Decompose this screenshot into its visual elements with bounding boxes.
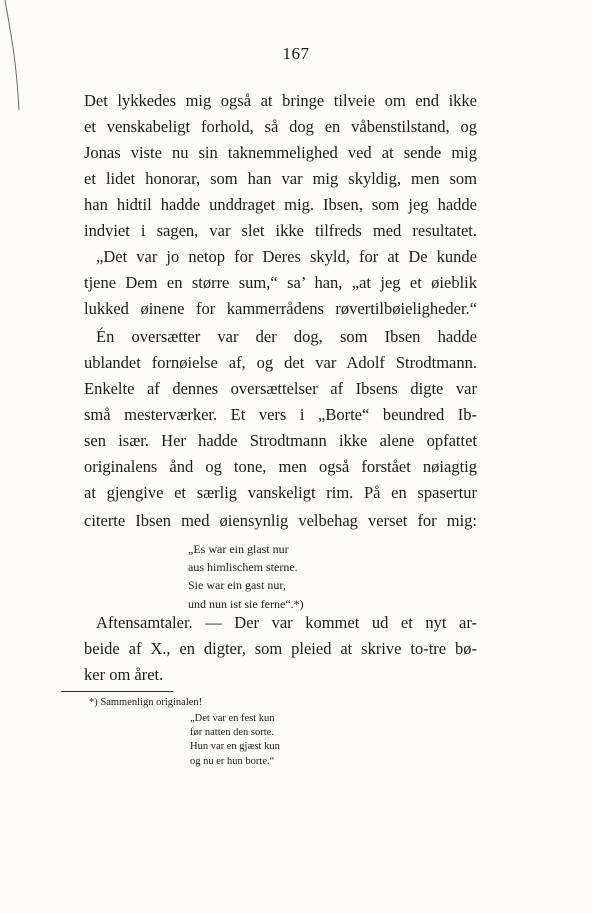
- poem-line: Sie war ein gast nur,: [188, 578, 286, 593]
- body-line: beide af X., en digter, som pleied at skrive to-tre bø-: [84, 639, 477, 658]
- body-line: Én oversætter var der dog, som Ibsen hadde: [96, 327, 477, 346]
- body-line: „Det var jo netop for Deres skyld, for at De kunde: [96, 247, 477, 266]
- body-line: han hidtil hadde unddraget mig. Ibsen, som jeg hadde: [84, 195, 477, 214]
- body-line: små mesterværker. Et vers i „Borte“ beundred Ib-: [84, 405, 477, 424]
- body-line: Det lykkedes mig også at bringe tilveie om end ikke: [84, 91, 477, 110]
- footnote-divider: [61, 691, 173, 692]
- footnote-poem: [190, 712, 280, 769]
- footnote-line: „Det var en fest kun: [190, 713, 275, 724]
- body-line: lukked øinene for kammerrådens røvertilbøieligheder.“: [84, 299, 477, 318]
- body-line: Jonas viste nu sin taknemmelighed ved at sende mig: [84, 143, 477, 162]
- footnote-line: før natten den sorte.: [190, 727, 274, 739]
- footnote-line: og nu er hun borte.“: [190, 755, 275, 767]
- body-line: tjene Dem en større sum,“ sa’ han, „at jeg et øieblik: [84, 273, 477, 292]
- body-line: et lidet honorar, som han var mig skyldig, men som: [84, 169, 477, 188]
- body-line: Aftensamtaler. — Der var kommet ud et nyt ar-: [96, 613, 477, 632]
- body-line: sen især. Her hadde Strodtmann ikke alene opfattet: [84, 431, 477, 450]
- poem-line: und nun ist sie ferne“.*): [188, 596, 304, 611]
- body-line: ker om året.: [84, 665, 164, 684]
- quoted-poem: [188, 540, 304, 613]
- body-line: originalens ånd og tone, men også forstået nøiagtig: [84, 457, 477, 476]
- footnote-line: Hun var en gjæst kun: [190, 741, 280, 753]
- page-number: 167: [282, 44, 310, 63]
- body-line: ublandet fornøielse af, og det var Adolf Strodtmann.: [84, 353, 477, 372]
- poem-line: aus himlischem sterne.: [188, 560, 298, 575]
- body-line: indviet i sagen, var slet ikke tilfreds med resultatet.: [84, 221, 477, 240]
- body-line: at gjengive et særlig vanskeligt rim. På en spasertur: [84, 483, 477, 502]
- body-line: Enkelte af dennes oversættelser af Ibsens digte var: [84, 379, 477, 398]
- body-line: citerte Ibsen med øiensynlig velbehag verset for mig:: [84, 511, 477, 530]
- body-line: et venskabeligt forhold, så dog en våbenstilstand, og: [84, 117, 477, 136]
- poem-line: „Es war ein glast nur: [188, 542, 289, 556]
- footnote-title: *) Sammenlign originalen!: [89, 697, 203, 708]
